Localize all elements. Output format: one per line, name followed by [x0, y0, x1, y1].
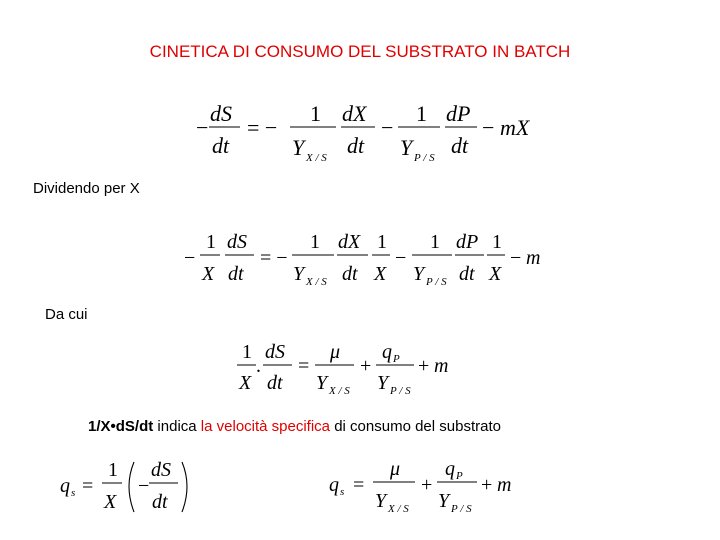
svg-text:−: − — [381, 115, 394, 140]
svg-text:dt: dt — [342, 263, 358, 285]
svg-text:dt: dt — [212, 133, 230, 158]
svg-text:+: + — [481, 474, 493, 496]
svg-text:X: X — [104, 491, 117, 513]
svg-text:m: m — [434, 355, 449, 377]
svg-text:X / S: X / S — [306, 152, 327, 164]
svg-text:Y: Y — [377, 372, 389, 394]
svg-text:= −: = − — [247, 115, 278, 140]
svg-text:q: q — [445, 458, 455, 480]
svg-text:1: 1 — [377, 231, 387, 253]
label-from-which: Da cui — [45, 306, 88, 323]
svg-text:P / S: P / S — [426, 276, 447, 288]
svg-text:1: 1 — [310, 231, 320, 253]
svg-text:+: + — [418, 355, 430, 377]
svg-text:dP: dP — [456, 231, 479, 253]
svg-text:Y: Y — [400, 135, 413, 160]
svg-text:1: 1 — [416, 101, 427, 126]
label-dividing-by-x: Dividendo per X — [33, 180, 140, 197]
svg-text:X: X — [489, 263, 502, 285]
svg-text:= −: = − — [260, 247, 288, 269]
svg-text:mX: mX — [500, 115, 530, 140]
svg-text:+: + — [421, 474, 433, 496]
svg-text:=: = — [353, 474, 365, 496]
svg-text:−: − — [395, 247, 407, 269]
svg-text:P / S: P / S — [451, 503, 472, 515]
svg-text:dt: dt — [152, 491, 168, 513]
svg-text:X / S: X / S — [388, 503, 409, 515]
svg-text:dP: dP — [446, 101, 471, 126]
slide-title: CINETICA DI CONSUMO DEL SUBSTRATO IN BATCH — [149, 42, 571, 61]
equation-qs-definition — [58, 456, 198, 520]
equation-divided-by-x — [180, 228, 560, 292]
equation-mass-balance — [190, 95, 550, 170]
svg-text:X: X — [202, 263, 215, 285]
description-connector: indica — [153, 418, 201, 435]
description-tail: di consumo del substrato — [330, 418, 501, 435]
specific-rate-description — [88, 418, 501, 435]
svg-text:Y: Y — [292, 135, 305, 160]
svg-text:=: = — [82, 475, 94, 497]
svg-text:1: 1 — [310, 101, 321, 126]
svg-text:Y: Y — [316, 372, 328, 394]
svg-text:=: = — [298, 355, 310, 377]
svg-text:X / S: X / S — [329, 385, 350, 397]
svg-text:−: − — [138, 475, 150, 497]
svg-text:μ: μ — [390, 458, 401, 480]
svg-text:dS: dS — [151, 459, 171, 481]
svg-text:+: + — [360, 355, 372, 377]
svg-text:q: q — [329, 474, 339, 496]
svg-text:dt: dt — [459, 263, 475, 285]
ratio-expression: 1/X•dS/dt — [88, 418, 154, 435]
svg-text:s: s — [71, 487, 76, 499]
svg-text:dt: dt — [347, 133, 365, 158]
svg-text:dX: dX — [342, 101, 367, 126]
svg-text:1: 1 — [430, 231, 440, 253]
svg-text:Y: Y — [413, 263, 425, 285]
svg-text:1: 1 — [492, 231, 502, 253]
svg-text:Y: Y — [375, 490, 387, 512]
svg-text:dt: dt — [451, 133, 469, 158]
svg-text:dt: dt — [267, 372, 283, 394]
svg-text:q: q — [60, 475, 70, 497]
svg-text:P: P — [456, 470, 463, 482]
svg-text:dt: dt — [228, 263, 244, 285]
svg-text:−: − — [184, 247, 196, 269]
svg-text:P / S: P / S — [390, 385, 411, 397]
svg-text:1: 1 — [242, 341, 252, 363]
svg-text:μ: μ — [330, 341, 341, 363]
svg-text:m: m — [497, 474, 512, 496]
svg-text:−: − — [482, 115, 495, 140]
svg-text:X / S: X / S — [306, 276, 327, 288]
svg-text:dX: dX — [338, 231, 361, 253]
svg-text:P: P — [393, 353, 400, 365]
svg-text:m: m — [526, 247, 541, 269]
svg-text:.: . — [256, 355, 261, 377]
svg-text:Y: Y — [438, 490, 450, 512]
svg-text:Y: Y — [293, 263, 305, 285]
equation-qs-expression — [327, 455, 527, 519]
svg-text:−: − — [510, 247, 522, 269]
svg-text:q: q — [382, 341, 392, 363]
svg-text:1: 1 — [108, 459, 118, 481]
specific-rate-highlight: la velocità specifica — [200, 418, 331, 435]
svg-text:s: s — [340, 486, 345, 498]
svg-text:dS: dS — [265, 341, 285, 363]
svg-text:X: X — [374, 263, 387, 285]
equation-specific-rate — [232, 336, 462, 400]
svg-text:P / S: P / S — [414, 152, 435, 164]
svg-text:dS: dS — [210, 101, 232, 126]
svg-text:−: − — [196, 115, 209, 140]
svg-text:dS: dS — [227, 231, 247, 253]
svg-text:X: X — [239, 372, 252, 394]
svg-text:1: 1 — [206, 231, 216, 253]
